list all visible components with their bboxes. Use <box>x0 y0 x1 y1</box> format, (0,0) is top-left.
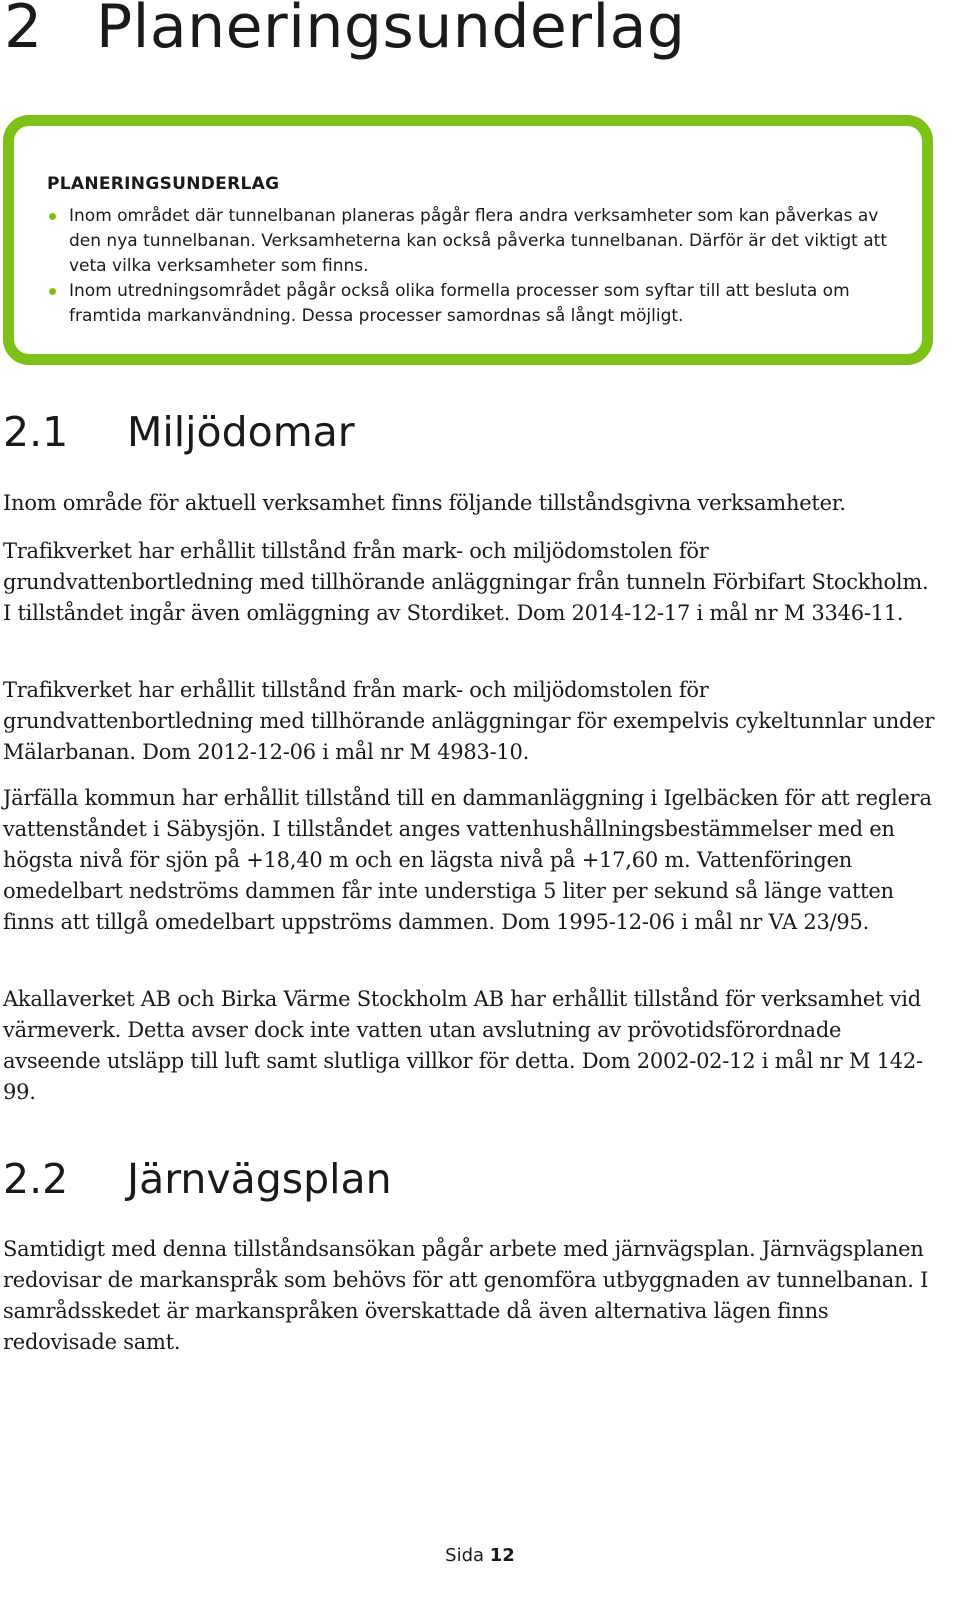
body-paragraph: Akallaverket AB och Birka Värme Stockholm AB har erhållit tillstånd för verksamhet vid värmeverk. Detta avser dock inte vatten utan avslutning av prövotidsförordnade avseende utsläpp till luft samt slutliga villkor för detta. Dom 2002-02-12 i mål nr M 142-99. <box>3 987 923 1104</box>
chapter-number: 2 <box>4 0 43 62</box>
page-footer <box>0 1545 960 1566</box>
summary-bullet-text: Inom utredningsområdet pågår också olika formella processer som syftar till att besluta om framtida markanvändning. Dessa processer samordnas så långt möjligt. <box>69 281 850 326</box>
section-heading-jarnvagsplan <box>3 1155 392 1203</box>
summary-bullet-text: Inom området där tunnelbanan planeras pågår flera andra verksamheter som kan påverkas av den nya tunnelbanan. Verksamheterna kan också påverka tunnelbanan. Därför är det viktigt att veta vilka verksamheter som finns. <box>69 206 888 276</box>
summary-box <box>3 115 933 365</box>
summary-bullet-list <box>47 204 887 329</box>
section-title: Järnvägsplan <box>127 1155 392 1203</box>
section-heading-miljodomar <box>3 408 355 456</box>
body-paragraph: Järfälla kommun har erhållit tillstånd till en dammanläggning i Igelbäcken för att reglera vattenståndet i Säbysjön. I tillståndet anges vattenhushållningsbestämmelser med en högsta nivå för sjön på +18,40 m och en lägsta nivå på +17,60 m. Vattenföringen omedelbart nedströms dammen får inte understiga 5 liter per sekund så länge vatten finns att tillgå omedelbart uppströms dammen. Dom 1995-12-06 i mål nr VA 23/95. <box>3 786 932 934</box>
bullet-dot-icon <box>49 288 56 295</box>
summary-bullet-item <box>47 279 887 329</box>
chapter-heading <box>4 0 686 62</box>
section-number: 2.2 <box>3 1155 69 1203</box>
body-paragraph: Trafikverket har erhållit tillstånd från mark- och miljödomstolen för grundvattenbortledning med tillhörande anläggningar från tunneln Förbifart Stockholm. I tillståndet ingår även omläggning av Stordiket. Dom 2014-12-17 i mål nr M 3346-11. <box>3 539 929 625</box>
section-title: Miljödomar <box>127 408 355 456</box>
section-number: 2.1 <box>3 408 69 456</box>
summary-box-title: PLANERINGSUNDERLAG <box>47 174 280 194</box>
body-paragraph: Inom område för aktuell verksamhet finns följande tillståndsgivna verksamheter. <box>3 491 846 515</box>
body-paragraph: Trafikverket har erhållit tillstånd från mark- och miljödomstolen för grundvattenbortledning med tillhörande anläggningar för exempelvis cykeltunnlar under Mälarbanan. Dom 2012-12-06 i mål nr M 4983-10. <box>3 678 935 764</box>
page-number: 12 <box>489 1545 515 1566</box>
body-paragraph: Samtidigt med denna tillståndsansökan pågår arbete med järnvägsplan. Järnvägsplanen redovisar de markanspråk som behövs för att genomföra utbyggnaden av tunnelbanan. I samrådsskedet är markanspråken överskattade då även alternativa lägen finns redovisade samt. <box>3 1237 929 1354</box>
summary-bullet-item <box>47 204 887 279</box>
chapter-title: Planeringsunderlag <box>96 0 686 62</box>
page-label: Sida <box>445 1545 485 1566</box>
bullet-dot-icon <box>49 213 56 220</box>
